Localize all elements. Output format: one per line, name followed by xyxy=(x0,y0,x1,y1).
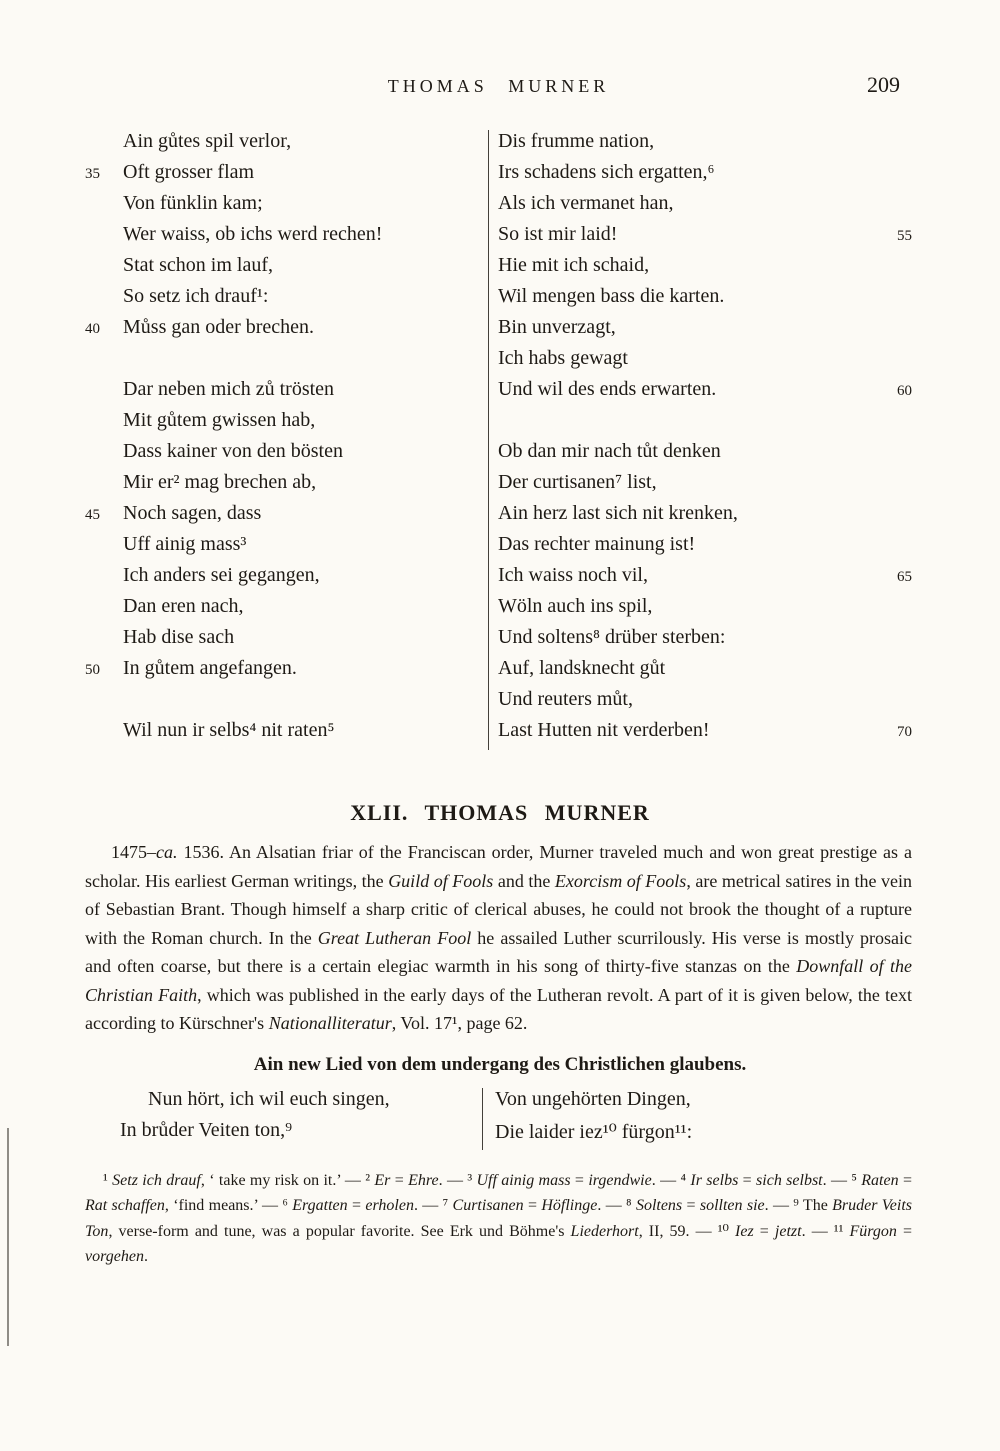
poem-line-text: In brůder Veiten ton,⁹ xyxy=(120,1118,293,1141)
main-poem xyxy=(85,130,912,750)
poem-line xyxy=(498,626,912,657)
poem-line xyxy=(498,471,912,502)
poem-line-text: Ain herz last sich nit krenken, xyxy=(498,502,738,524)
poem-line-text: In gůtem angefangen. xyxy=(123,657,297,679)
poem-line-text: Auf, landsknecht gůt xyxy=(498,657,666,679)
line-number: 50 xyxy=(85,662,100,678)
page-number: 209 xyxy=(867,72,900,97)
poem-line xyxy=(498,347,912,378)
poem-line xyxy=(85,595,488,626)
poem-line xyxy=(85,440,488,471)
song-poem xyxy=(85,1088,912,1150)
poem-line xyxy=(495,1088,912,1119)
poem-line xyxy=(120,1119,482,1150)
poem-line xyxy=(85,657,488,688)
poem-line-text: Ich habs gewagt xyxy=(498,347,628,369)
line-number: 65 xyxy=(897,569,912,585)
poem-line xyxy=(498,502,912,533)
poem-line xyxy=(495,1119,912,1150)
song-right-column xyxy=(482,1088,912,1150)
line-number: 35 xyxy=(85,166,100,182)
poem-line-text: Das rechter mainung ist! xyxy=(498,533,696,555)
poem-line xyxy=(85,564,488,595)
poem-line xyxy=(85,254,488,285)
poem-line xyxy=(85,502,488,533)
poem-line xyxy=(498,223,912,254)
running-header-title: THOMAS MURNER xyxy=(387,76,610,96)
poem-line-text: Bin unverzagt, xyxy=(498,316,616,338)
intro-paragraph: 1475–ca. 1536. An Alsatian friar of the Franciscan order, Murner traveled much and won great prestige as a scholar. His earliest German writings, the Guild of Fools and the Exorcism of Fools, are metrical satires in the vein of Sebastian Brant. Though himself a sharp critic of clerical abuses, he could not brook the thought of a rupture with the Roman church. In the Great Lutheran Fool he assailed Luther scurrilously. His verse is mostly prosaic and often coarse, but there is a certain elegiac warmth in his song of thirty-five stanzas on the Downfall of the Christian Faith, which was published in the early days of the Lutheran revolt. A part of it is given below, the text according to Kürschner's Nationalliteratur, Vol. 17¹, page 62. xyxy=(85,842,913,1033)
poem-line xyxy=(498,688,912,719)
poem-line xyxy=(85,285,488,316)
poem-line xyxy=(85,192,488,223)
poem-line-text: Ich anders sei gegangen, xyxy=(123,564,320,586)
poem-line-text: Die laider iez¹⁰ fürgon¹¹: xyxy=(495,1120,693,1143)
poem-line-text: Hab dise sach xyxy=(123,626,235,648)
poem-line-text: Dis frumme nation, xyxy=(498,130,655,152)
poem-line-text: Und reuters můt, xyxy=(498,688,633,710)
poem-line-text: Uff ainig mass³ xyxy=(123,533,247,555)
poem-line-text: Nun hört, ich wil euch singen, xyxy=(148,1087,390,1110)
poem-line-text: Und wil des ends erwarten. xyxy=(498,378,717,400)
poem-line xyxy=(498,595,912,626)
poem-line xyxy=(85,719,488,750)
poem-line xyxy=(85,626,488,657)
poem-right-column xyxy=(488,130,912,750)
poem-line-text: Von ungehörten Dingen, xyxy=(495,1087,691,1110)
poem-line-text: Ich waiss noch vil, xyxy=(498,564,648,586)
poem-line xyxy=(498,657,912,688)
song-title: Ain new Lied von dem undergang des Christlichen glaubens. xyxy=(253,1053,747,1075)
poem-line xyxy=(498,285,912,316)
poem-line-text: Ain gůtes spil verlor, xyxy=(123,130,292,152)
poem-line-text: Last Hutten nit verderben! xyxy=(498,719,710,741)
poem-line-text: Dar neben mich zů trösten xyxy=(123,378,335,400)
poem-line xyxy=(85,161,488,192)
poem-line-text: Mir er² mag brechen ab, xyxy=(123,471,317,493)
footnotes: ¹ Setz ich drauf, ‘ take my risk on it.’ — ² Er = Ehre. — ³ Uff ainig mass = irgendwie. — ⁴ Ir selbs = sich selbst. — ⁵ Raten = Rat schaffen, ‘find means.’ — ⁶ Ergatten = erholen. — ⁷ Curtisanen = Höflinge. — ⁸ Soltens = sollten sie. — ⁹ The Bruder Veits Ton, verse-form and tune, was a popular favorite. See Erk und Böhme's Liederhort, II, 59. — ¹⁰ Iez = jetzt. — ¹¹ Fürgon = vorgehen. xyxy=(85,1171,913,1265)
poem-line xyxy=(85,347,488,378)
poem-line xyxy=(120,1088,482,1119)
line-number: 55 xyxy=(897,228,912,244)
song-left-column xyxy=(85,1088,482,1150)
poem-line xyxy=(85,409,488,440)
poem-line xyxy=(498,719,912,750)
poem-line xyxy=(498,316,912,347)
poem-line-text: Wer waiss, ob ichs werd rechen! xyxy=(123,223,383,245)
section-heading: XLII. THOMAS MURNER xyxy=(350,800,650,825)
line-number: 60 xyxy=(897,383,912,399)
poem-line-text: Der curtisanen⁷ list, xyxy=(498,471,657,493)
scan-margin-artifact-line xyxy=(7,1128,9,1346)
poem-line xyxy=(498,130,912,161)
poem-line-text: So ist mir laid! xyxy=(498,223,618,245)
poem-line-text: Irs schadens sich ergatten,⁶ xyxy=(498,161,715,183)
poem-left-column xyxy=(85,130,488,750)
poem-line-text: Als ich vermanet han, xyxy=(498,192,674,214)
line-number: 45 xyxy=(85,507,100,523)
poem-line-text: Ob dan mir nach tůt denken xyxy=(498,440,721,462)
poem-line xyxy=(498,440,912,471)
poem-line xyxy=(498,254,912,285)
poem-line xyxy=(498,533,912,564)
poem-line xyxy=(85,316,488,347)
line-number: 40 xyxy=(85,321,100,337)
poem-line-text: Wöln auch ins spil, xyxy=(498,595,653,617)
poem-line xyxy=(85,471,488,502)
poem-line xyxy=(85,378,488,409)
poem-line xyxy=(498,409,912,440)
poem-line-text: Hie mit ich schaid, xyxy=(498,254,650,276)
poem-line-text: Oft grosser flam xyxy=(123,161,255,183)
poem-line-text: Und soltens⁸ drüber sterben: xyxy=(498,626,726,648)
line-number: 70 xyxy=(897,724,912,740)
poem-line-text: Von fünklin kam; xyxy=(123,192,263,214)
poem-line-text: Dass kainer von den bösten xyxy=(123,440,343,462)
poem-line xyxy=(85,533,488,564)
poem-line-text: Dan eren nach, xyxy=(123,595,244,617)
poem-line xyxy=(85,688,488,719)
poem-line xyxy=(498,564,912,595)
poem-line-text: Stat schon im lauf, xyxy=(123,254,273,276)
poem-line xyxy=(85,223,488,254)
running-header xyxy=(85,0,912,102)
poem-line-text: Můss gan oder brechen. xyxy=(123,316,315,338)
poem-line-text: Mit gůtem gwissen hab, xyxy=(123,409,316,431)
poem-line-text: Noch sagen, dass xyxy=(123,502,262,524)
poem-line xyxy=(498,192,912,223)
poem-line xyxy=(498,161,912,192)
poem-line-text: Wil nun ir selbs⁴ nit raten⁵ xyxy=(123,719,335,741)
poem-line-text: Wil mengen bass die karten. xyxy=(498,285,725,307)
poem-line xyxy=(85,130,488,161)
poem-line-text: So setz ich drauf¹: xyxy=(123,285,269,307)
poem-line xyxy=(498,378,912,409)
